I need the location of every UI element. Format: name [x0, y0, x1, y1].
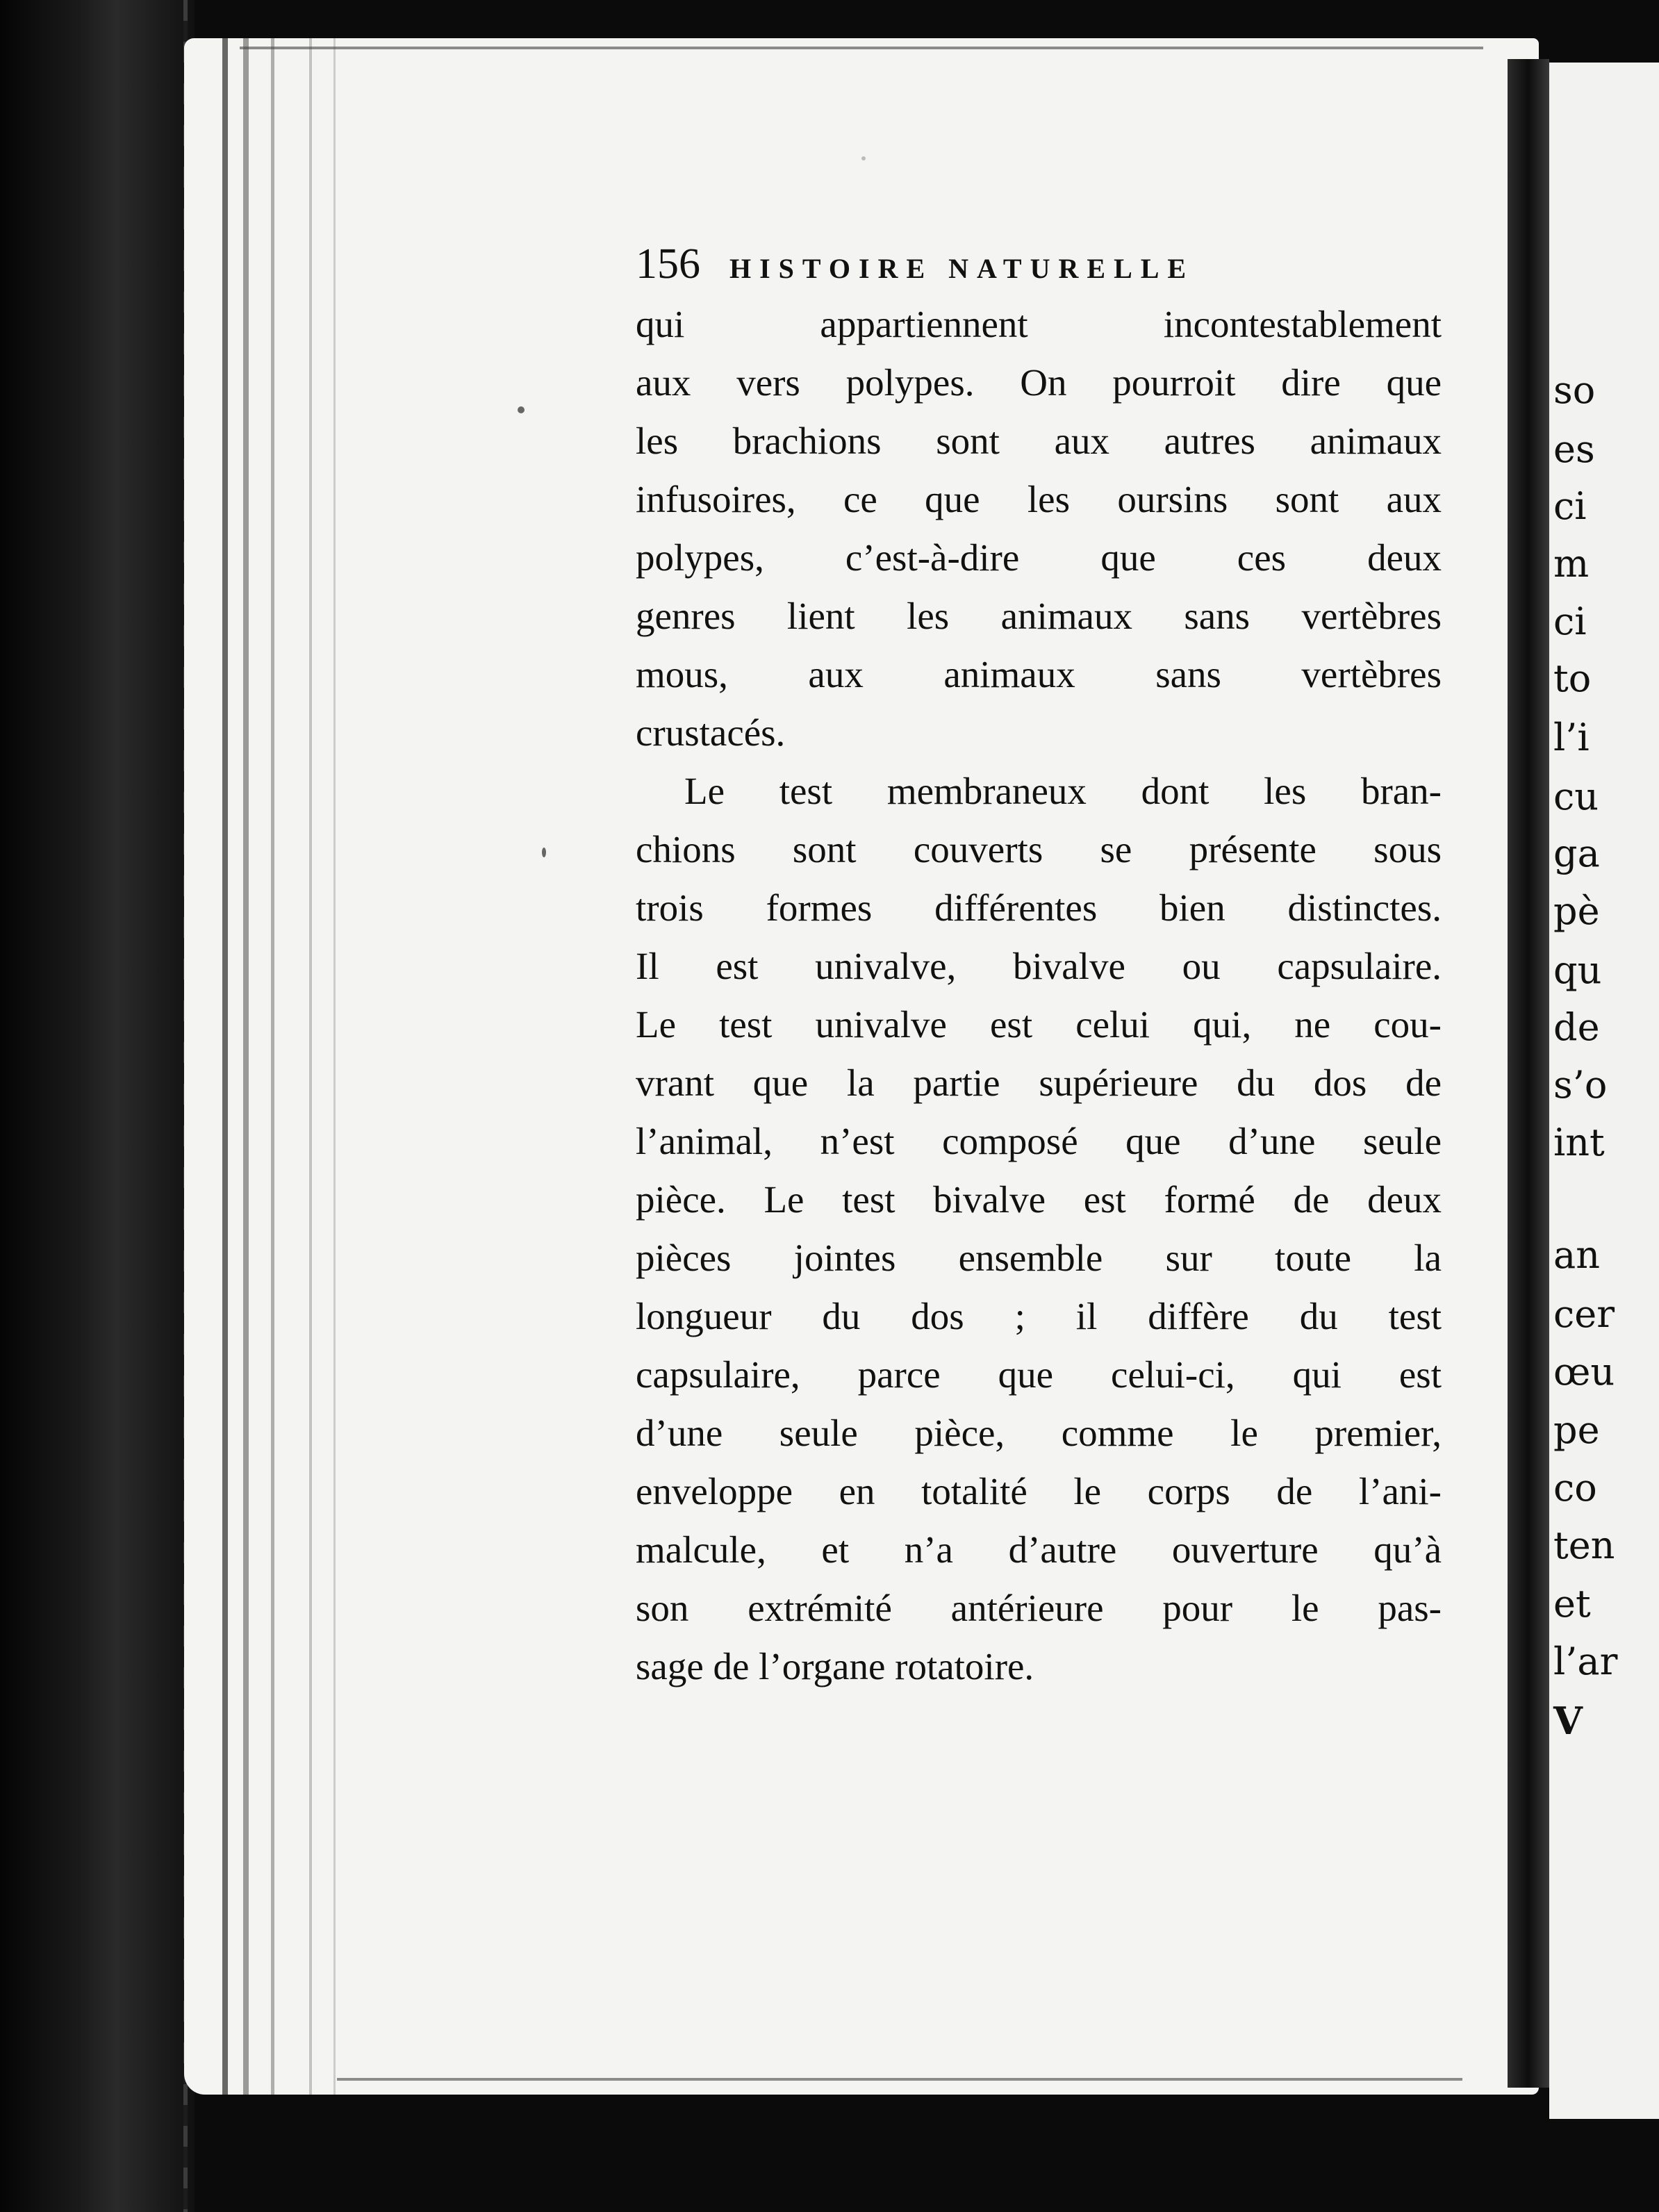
- book-binding-edge: [0, 0, 195, 2212]
- text-line: Il est univalve, bivalve ou capsulaire.: [636, 945, 1442, 987]
- facing-page: [1549, 63, 1659, 2119]
- text-line: aux vers polypes. On pourroit dire que: [636, 361, 1442, 404]
- text-line: infusoires, ce que les oursins sont aux: [636, 478, 1442, 520]
- facing-text-fragment: V: [1553, 1699, 1583, 1743]
- text-line: sage de l’organe rotatoire.: [636, 1645, 1034, 1687]
- page-text-block: [636, 240, 1442, 1696]
- text-line: enveloppe en totalité le corps de l’ani-: [636, 1470, 1442, 1512]
- facing-text-fragment: ci: [1553, 600, 1587, 643]
- page-edge-line: [309, 38, 312, 2095]
- running-head: [636, 240, 1442, 295]
- text-line: Le test univalve est celui qui, ne cou-: [636, 1003, 1442, 1046]
- page-edge-line: [333, 38, 336, 2095]
- facing-text-fragment: to: [1553, 657, 1592, 700]
- page-top-edge: [240, 47, 1483, 49]
- text-line: crustacés.: [636, 711, 786, 754]
- facing-text-fragment: so: [1553, 368, 1596, 412]
- page-bottom-edge: [337, 2078, 1462, 2081]
- text-line: pièce. Le test bivalve est formé de deux: [636, 1178, 1442, 1221]
- facing-text-fragment: m: [1553, 542, 1590, 586]
- text-line: trois formes différentes bien distinctes.: [636, 886, 1442, 929]
- text-line: longueur du dos ; il diffère du test: [636, 1295, 1442, 1337]
- facing-text-fragment: ga: [1553, 832, 1600, 875]
- facing-text-fragment: et: [1553, 1582, 1591, 1626]
- text-line: d’une seule pièce, comme le premier,: [636, 1412, 1442, 1454]
- facing-text-fragment: co: [1553, 1466, 1597, 1510]
- facing-text-fragment: cu: [1553, 775, 1599, 818]
- facing-text-fragment: ci: [1553, 484, 1587, 528]
- page-edge-line: [243, 38, 249, 2095]
- facing-text-fragment: an: [1553, 1233, 1600, 1277]
- facing-text-fragment: ten: [1553, 1524, 1615, 1567]
- page-number: 156: [636, 240, 700, 288]
- text-line: les brachions sont aux autres animaux: [636, 420, 1442, 462]
- running-head-title: HISTOIRE NATURELLE: [729, 253, 1195, 284]
- facing-text-fragment: l’ar: [1553, 1640, 1618, 1683]
- text-line: l’animal, n’est composé que d’une seule: [636, 1120, 1442, 1162]
- text-line: Le test membraneux dont les bran-: [684, 770, 1442, 812]
- body-text: [636, 295, 1442, 1696]
- facing-text-fragment: de: [1553, 1005, 1600, 1049]
- text-line: chions sont couverts se présente sous: [636, 828, 1442, 870]
- text-line: malcule, et n’a d’autre ouverture qu’à: [636, 1528, 1442, 1571]
- text-line: qui appartiennent incontestablement: [636, 303, 1442, 345]
- text-line: capsulaire, parce que celui-ci, qui est: [636, 1353, 1442, 1396]
- facing-text-fragment: int: [1553, 1121, 1605, 1164]
- facing-text-fragment: cer: [1553, 1292, 1615, 1336]
- text-line: polypes, c’est-à-dire que ces deux: [636, 536, 1442, 579]
- facing-text-fragment: œu: [1553, 1350, 1615, 1394]
- scan-speck: [861, 156, 866, 160]
- scan-speck: [518, 406, 525, 413]
- text-line: vrant que la partie supérieure du dos de: [636, 1062, 1442, 1104]
- page-edge-line: [222, 38, 228, 2095]
- text-line: pièces jointes ensemble sur toute la: [636, 1237, 1442, 1279]
- facing-text-fragment: pè: [1553, 889, 1600, 933]
- facing-text-fragment: qu: [1553, 948, 1602, 992]
- scan-speck: [542, 848, 546, 857]
- facing-text-fragment: l’i: [1553, 716, 1590, 759]
- text-line: mous, aux animaux sans vertèbres: [636, 653, 1442, 695]
- facing-text-fragment: s’o: [1553, 1063, 1608, 1107]
- facing-text-fragment: es: [1553, 427, 1595, 471]
- facing-text-fragment: pe: [1553, 1408, 1600, 1452]
- text-line: son extrémité antérieure pour le pas-: [636, 1587, 1442, 1629]
- book-gutter: [1508, 59, 1549, 2088]
- text-line: genres lient les animaux sans vertèbres: [636, 595, 1442, 637]
- page-edge-line: [271, 38, 274, 2095]
